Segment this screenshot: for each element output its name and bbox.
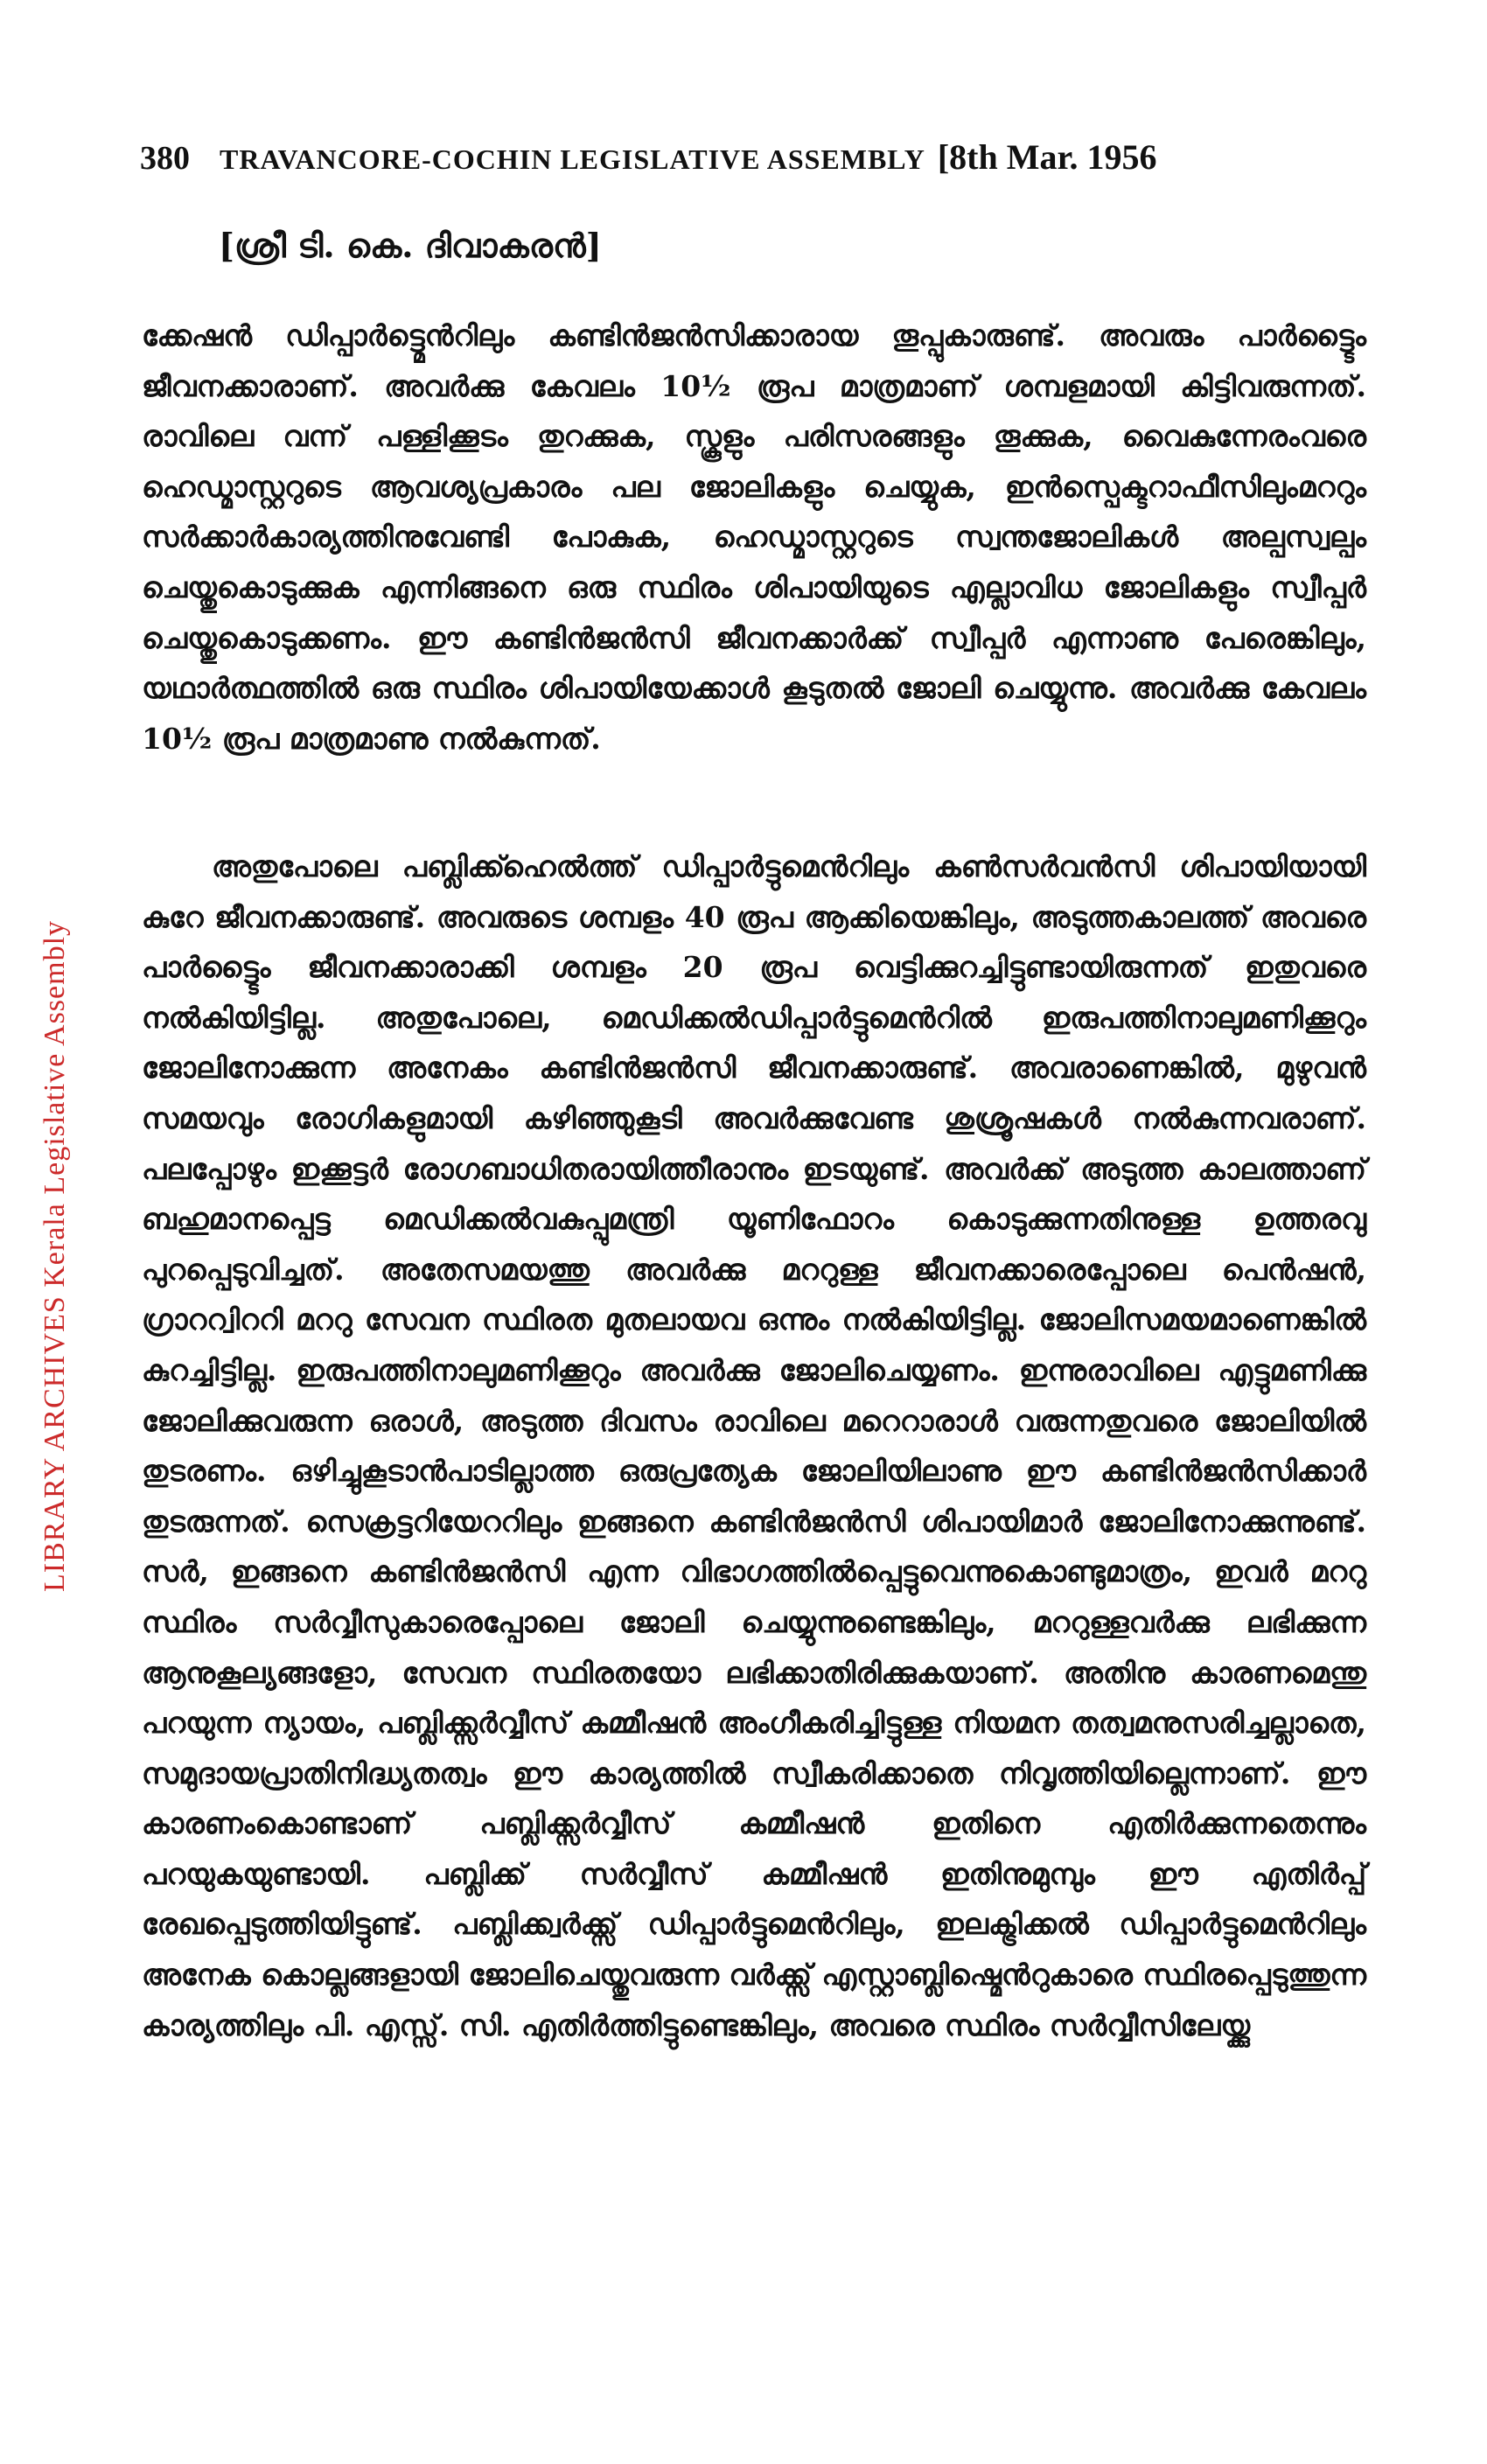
session-date: [8th Mar. 1956 (937, 137, 1157, 177)
running-head: TRAVANCORE-COCHIN LEGISLATIVE ASSEMBLY (220, 143, 925, 175)
page-header (140, 136, 1382, 178)
page-number: 380 (140, 140, 190, 177)
speaker-name: [ശ്രീ ടി. കെ. ദിവാകരൻ] (219, 226, 602, 265)
paragraph-2: അതുപോലെ പബ്ലിക്ക്ഹെൽത്ത് ഡിപ്പാർട്ടുമെൻറിലും കൺസർവൻസി ശിപായിയായി കുറേ ജീവനക്കാരുണ്ട്. അവരുടെ ശമ്പളം 40 രൂപ ആക്കിയെങ്കിലും, അടുത്തകാലത്ത് അവരെ പാർട്ട്ടൈം ജീവനക്കാരാക്കി ശമ്പളം 20 രൂപ വെട്ടിക്കുറച്ചിട്ടുണ്ടായിരുന്നത് ഇതുവരെ നൽകിയിട്ടില്ല. അതുപോലെ, മെഡിക്കൽഡിപ്പാർട്ടുമെൻറിൽ ഇരുപത്തിനാലുമണിക്കൂറും ജോലിനോക്കുന്ന അനേകം കണ്ടിൻജൻസി ജീവനക്കാരുണ്ട്. അവരാണെങ്കിൽ, മുഴുവൻ സമയവും രോഗികളുമായി കഴിഞ്ഞുകൂടി അവർക്കുവേണ്ട ശുശ്രൂഷകൾ നൽകുന്നവരാണ്. പലപ്പോഴും ഇക്കൂട്ടർ രോഗബാധിതരായിത്തീരാനും ഇടയുണ്ട്. അവർക്ക് അടുത്ത കാലത്താണ് ബഹുമാനപ്പെട്ട മെഡിക്കൽവകുപ്പുമന്ത്രി യൂണിഫോറം കൊടുക്കുന്നതിനുള്ള ഉത്തരവു പുറപ്പെടുവിച്ചത്. അതേസമയത്തു അവർക്കു മററുള്ള ജീവനക്കാരെപ്പോലെ പെൻഷൻ, ഗ്രാററ്വിററി മററു സേവന സ്ഥിരത മുതലായവ ഒന്നും നൽകിയിട്ടില്ല. ജോലിസമയമാണെങ്കിൽ കുറച്ചിട്ടില്ല. ഇരുപത്തിനാലുമണിക്കൂറും അവർക്കു ജോലിചെയ്യണം. ഇന്നുരാവിലെ എട്ടുമണിക്കു ജോലിക്കുവരുന്ന ഒരാൾ, അടുത്ത ദിവസം രാവിലെ മറെറാരാൾ വരുന്നതുവരെ ജോലിയിൽ തുടരണം. ഒഴിച്ചുകൂടാൻപാടില്ലാത്ത ഒരുപ്രത്യേക ജോലിയിലാണു ഈ കണ്ടിൻജൻസിക്കാർ തുടരുന്നത്. സെക്രട്ടറിയേററിലും ഇങ്ങനെ കണ്ടിൻജൻസി ശിപായിമാർ ജോലിനോക്കുന്നുണ്ട്. സർ, ഇങ്ങനെ കണ്ടിൻജൻസി എന്ന വിഭാഗത്തിൽപ്പെട്ടുവെന്നുകൊണ്ടുമാത്രം, ഇവർ മററു സ്ഥിരം സർവ്വീസുകാരെപ്പോലെ ജോലി ചെയ്യുന്നുണ്ടെങ്കിലും, മററുള്ളവർക്കു ലഭിക്കുന്ന ആനുകൂല്യങ്ങളോ, സേവന സ്ഥിരതയോ ലഭിക്കാതിരിക്കുകയാണ്. അതിനു കാരണമെന്തു പറയുന്ന ന്യായം, പബ്ലിക്ക്സർവ്വീസ് കമ്മീഷൻ അംഗീകരിച്ചിട്ടുള്ള നിയമന തത്വമനുസരിച്ചല്ലാതെ, സമുദായപ്രാതിനിദ്ധ്യതത്വം ഈ കാര്യത്തിൽ സ്വീകരിക്കാതെ നിവൃത്തിയില്ലെന്നാണ്. ഈ കാരണംകൊണ്ടാണ് പബ്ലിക്ക്സർവ്വീസ് കമ്മീഷൻ ഇതിനെ എതിർക്കുന്നതെന്നും പറയുകയുണ്ടായി. പബ്ലിക്ക് സർവ്വീസ് കമ്മീഷൻ ഇതിനുമുമ്പും ഈ എതിർപ്പ് രേഖപ്പെടുത്തിയിട്ടുണ്ട്. പബ്ലിക്ക്വർക്ക്സ് ഡിപ്പാർട്ടുമെൻറിലും, ഇലക്ട്രിക്കൽ ഡിപ്പാർട്ടുമെൻറിലും അനേക കൊല്ലങ്ങളായി ജോലിചെയ്തുവരുന്ന വർക്ക്സ് എസ്റ്റാബ്ലിഷ്മെൻറുകാരെ സ്ഥിരപ്പെടുത്തുന്ന കാര്യത്തിലും പി. എസ്സ്. സി. എതിർത്തിട്ടുണ്ടെങ്കിലും, അവരെ സ്ഥിരം സർവ്വീസിലേയ്ക്കു (142, 849, 1366, 2042)
archive-watermark: LIBRARY ARCHIVES Kerala Legislative Assembly (38, 919, 71, 1592)
paragraph-1: ക്കേഷൻ ഡിപ്പാർട്ട്മെൻറിലും കണ്ടിൻജൻസിക്കാരായ തൂപ്പുകാരുണ്ട്. അവരും പാർട്ട്ടൈം ജീവനക്കാരാണ്. അവർക്കു കേവലം 10½ രൂപ മാത്രമാണ് ശമ്പളമായി കിട്ടിവരുന്നത്. രാവിലെ വന്ന് പള്ളിക്കൂടം തുറക്കുക, സ്കൂളും പരിസരങ്ങളും തൂക്കുക, വൈകുന്നേരംവരെ ഹെഡ്മാസ്റ്ററുടെ ആവശ്യപ്രകാരം പല ജോലികളും ചെയ്യുക, ഇൻസ്പെക്ടറാഫീസിലുംമററും സർക്കാർകാര്യത്തിനുവേണ്ടി പോകുക, ഹെഡ്മാസ്റ്ററുടെ സ്വന്തജോലികൾ അല്പസ്വല്പം ചെയ്തുകൊടുക്കുക എന്നിങ്ങനെ ഒരു സ്ഥിരം ശിപായിയുടെ എല്ലാവിധ ജോലികളും സ്വീപ്പർ ചെയ്തുകൊടുക്കണം. ഈ കണ്ടിൻജൻസി ജീവനക്കാർക്ക് സ്വീപ്പർ എന്നാണു പേരെങ്കിലും, യഥാർത്ഥത്തിൽ ഒരു സ്ഥിരം ശിപായിയേക്കാൾ കൂടുതൽ ജോലി ചെയ്യുന്നു. അവർക്കു കേവലം 10½ രൂപ മാത്രമാണു നൽകുന്നത്. (142, 318, 1366, 756)
